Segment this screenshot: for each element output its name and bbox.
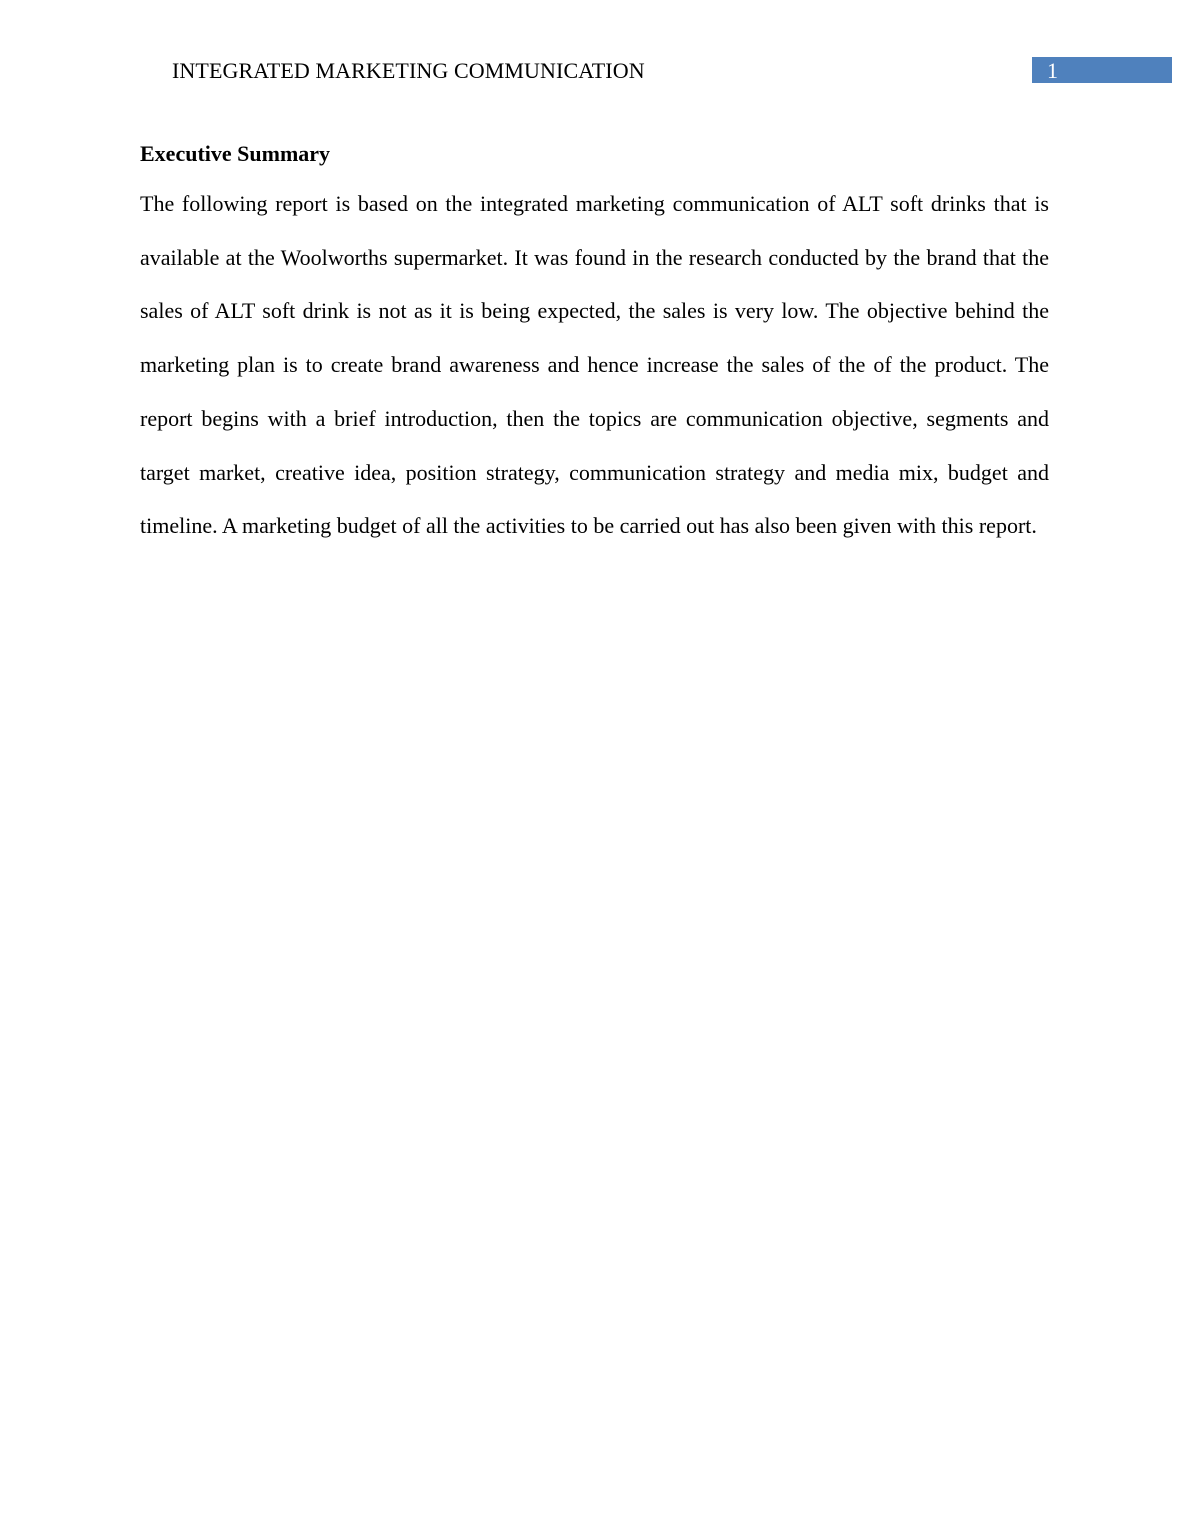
- section-heading: Executive Summary: [140, 141, 331, 166]
- page-number: 1: [1047, 58, 1058, 83]
- summary-paragraph: The following report is based on the integrated marketing communication of ALT soft drinks that is available at the Woolworths supermarket. It was found in the research conducted by the brand that the sales of ALT soft drink is not as it is being expected, the sales is very low. The objective behind the marketing plan is to create brand awareness and hence increase the sales of the of the product. The report begins with a brief introduction, then the topics are communication objective, segments and target market, creative idea, position strategy, communication strategy and media mix, budget and timeline. A marketing budget of all the activities to be carried out has also been given with this report.: [140, 191, 1049, 539]
- page-number-box: [1032, 57, 1172, 83]
- running-head: INTEGRATED MARKETING COMMUNICATION: [172, 58, 645, 83]
